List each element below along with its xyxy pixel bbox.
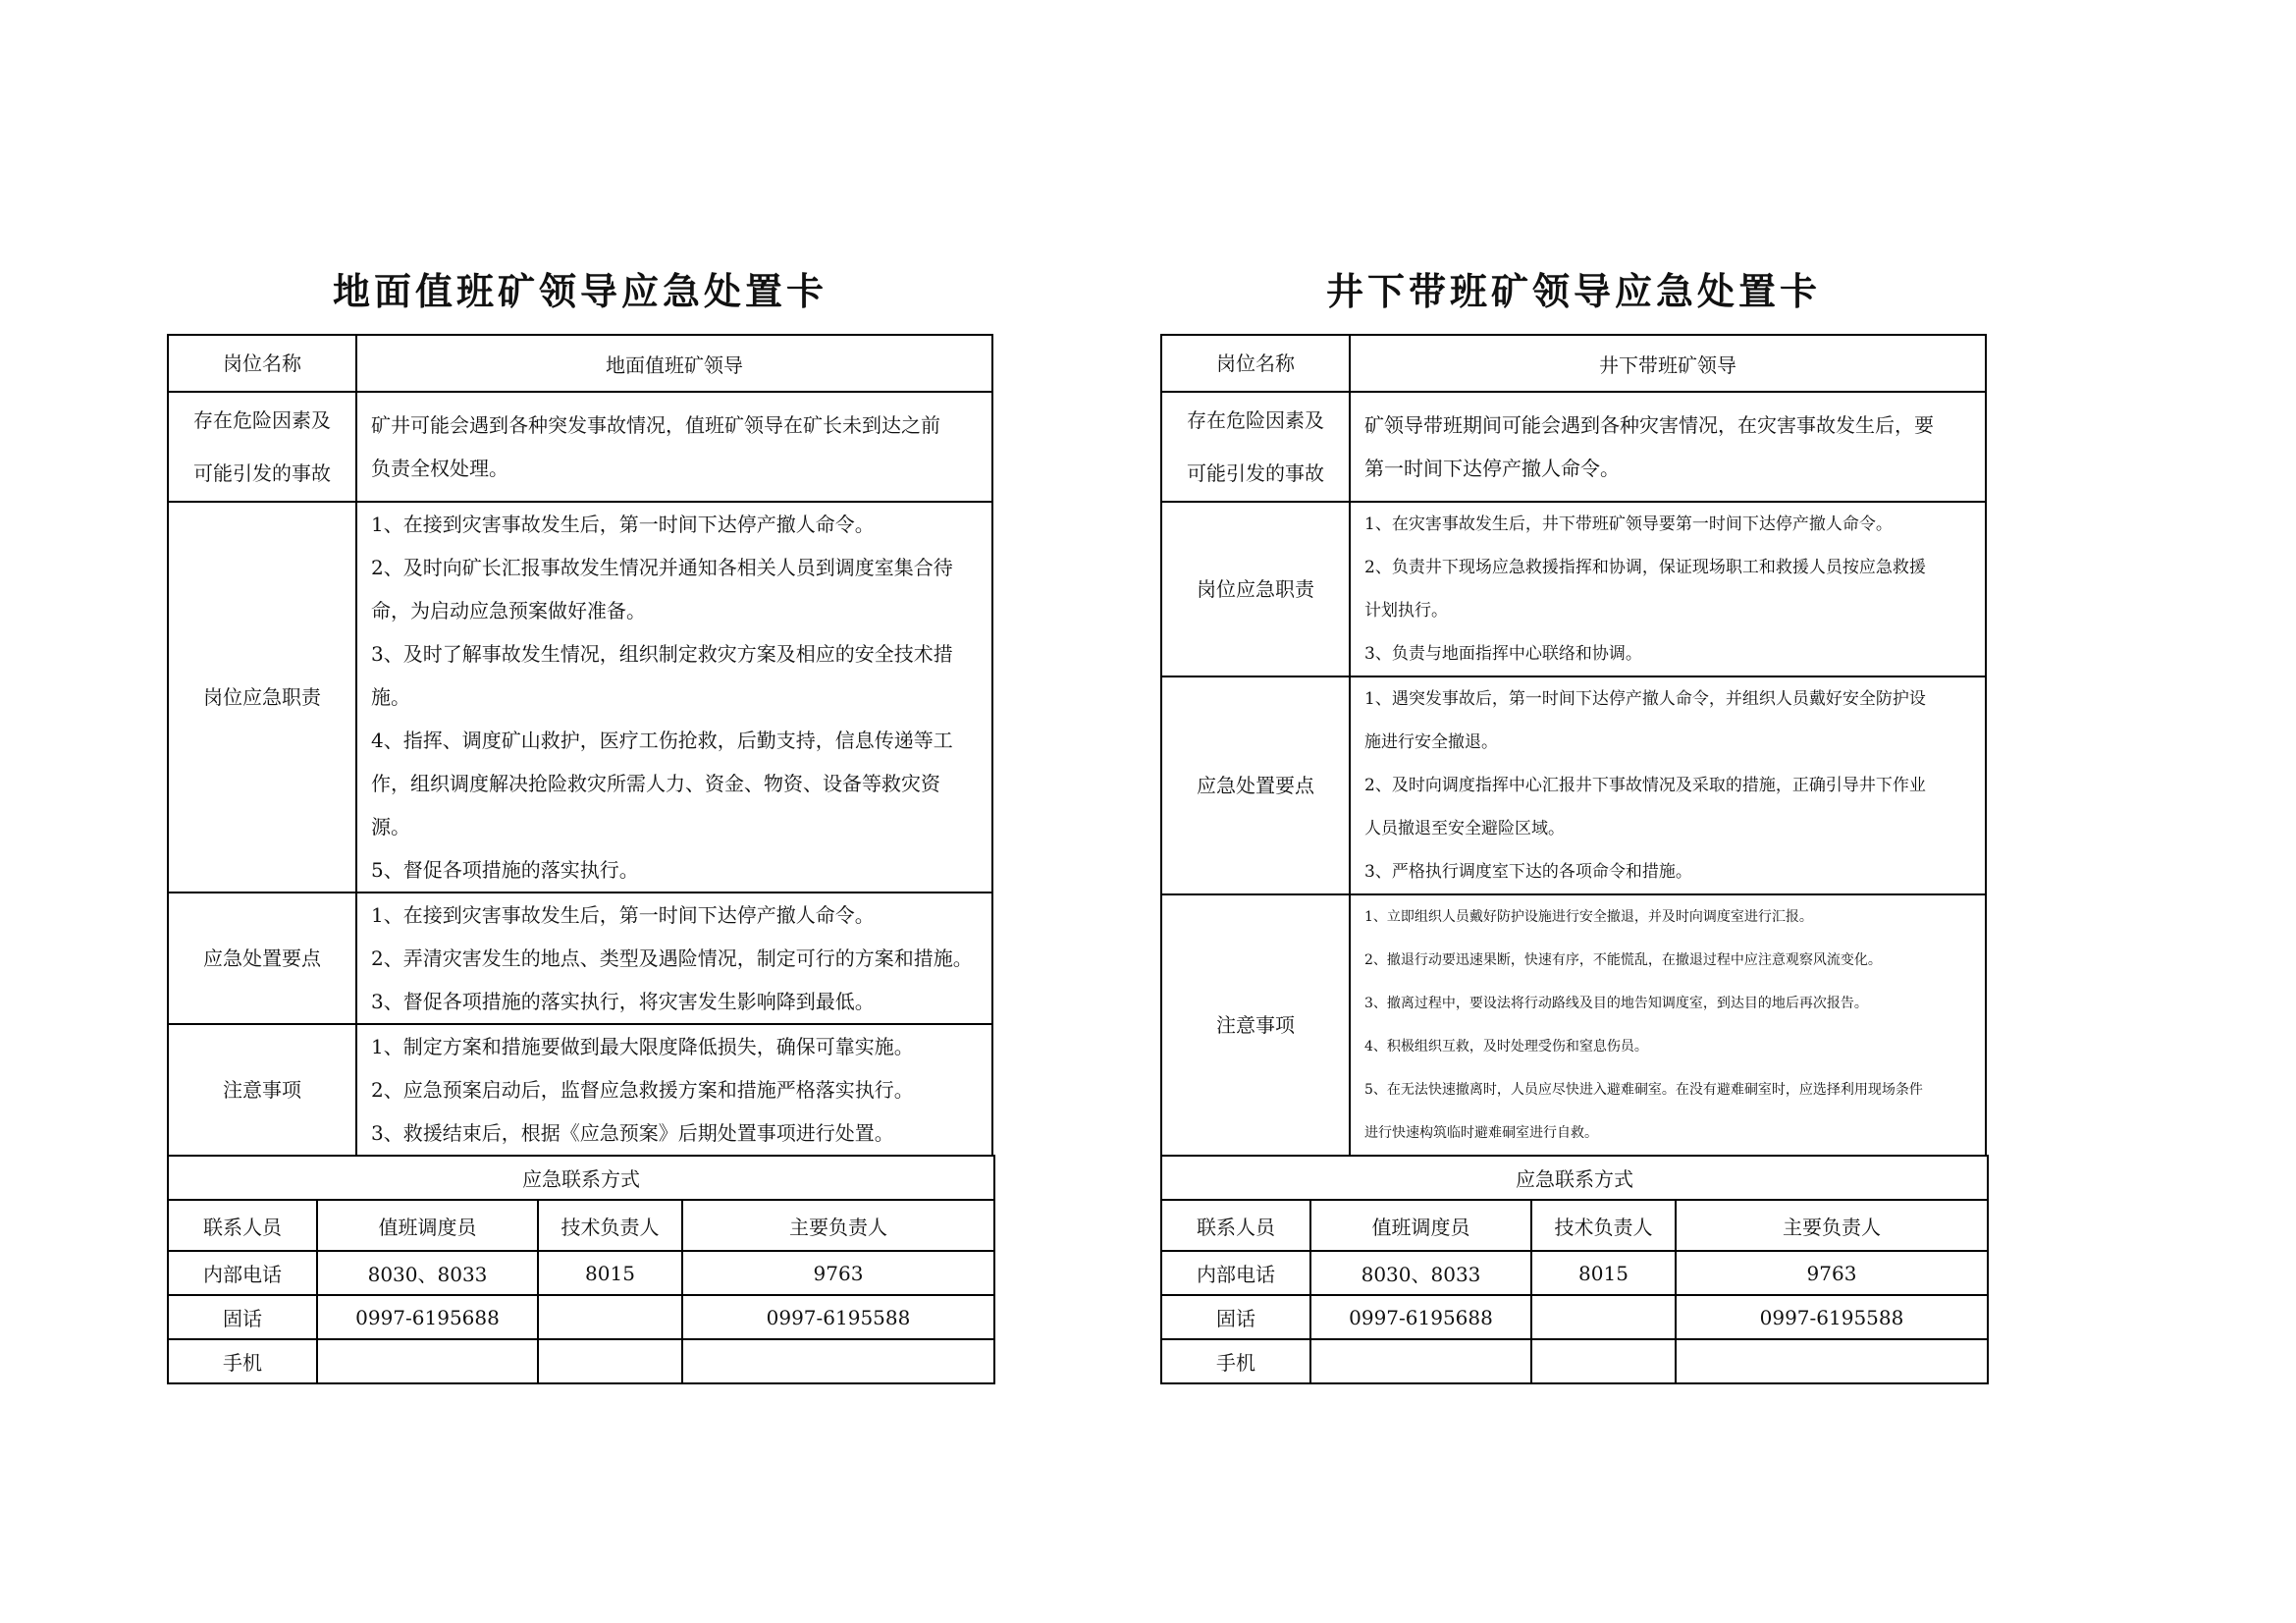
card-title: 井下带班矿领导应急处置卡 <box>1325 269 1821 313</box>
text-line: 进行快速构筑临时避难硐室进行自救。 <box>1364 1125 1598 1141</box>
notes-label: 注意事项 <box>1161 894 1350 1156</box>
text-line: 1、制定方案和措施要做到最大限度降低损失，确保可靠实施。 <box>371 1035 914 1058</box>
notes-text <box>1350 894 1986 1156</box>
card-surface-duty-leader <box>167 257 993 1384</box>
table-row <box>1161 1156 1988 1200</box>
table-row <box>168 1200 994 1251</box>
text-line: 1、立即组织人员戴好防护设施进行安全撤退，并及时向调度室进行汇报。 <box>1364 909 1813 925</box>
contact-header: 联系人员 <box>1161 1200 1310 1251</box>
contact-header: 技术负责人 <box>1531 1200 1676 1251</box>
hazard-text <box>1350 392 1986 502</box>
table-cell <box>682 1339 994 1383</box>
hazard-label-line: 存在危险因素及 <box>193 408 331 432</box>
text-line: 命，为启动应急预案做好准备。 <box>371 599 646 622</box>
contact-table <box>167 1155 995 1384</box>
table-row <box>168 1156 994 1200</box>
duty-label: 岗位应急职责 <box>1161 502 1350 676</box>
contact-header: 主要负责人 <box>1676 1200 1988 1251</box>
table-cell: 0997-6195588 <box>1676 1295 1988 1339</box>
text-line: 4、指挥、调度矿山救护，医疗工伤抢救，后勤支持，信息传递等工 <box>371 729 953 752</box>
text-line: 施。 <box>371 685 410 709</box>
table-cell: 内部电话 <box>168 1251 317 1295</box>
post-name-label: 岗位名称 <box>1161 335 1350 392</box>
table-cell: 0997-6195588 <box>682 1295 994 1339</box>
text-line: 源。 <box>371 815 410 839</box>
contact-header: 联系人员 <box>168 1200 317 1251</box>
text-line: 5、督促各项措施的落实执行。 <box>371 858 639 882</box>
table-cell: 0997-6195688 <box>1310 1295 1531 1339</box>
table-row <box>1161 894 1986 1156</box>
info-table <box>167 334 993 1157</box>
text-line: 3、严格执行调度室下达的各项命令和措施。 <box>1364 862 1692 882</box>
contact-header: 值班调度员 <box>1310 1200 1531 1251</box>
key-points-text <box>356 893 992 1024</box>
card-title: 地面值班矿领导应急处置卡 <box>332 269 828 313</box>
key-points-text <box>1350 676 1986 894</box>
text-line: 3、救援结束后，根据《应急预案》后期处置事项进行处置。 <box>371 1121 894 1145</box>
table-cell <box>1676 1339 1988 1383</box>
table-cell: 9763 <box>682 1251 994 1295</box>
table-cell: 8030、8033 <box>317 1251 538 1295</box>
text-line: 3、撤离过程中，要设法将行动路线及目的地告知调度室，到达目的地后再次报告。 <box>1364 996 1868 1011</box>
text-line: 作，组织调度解决抢险救灾所需人力、资金、物资、设备等救灾资 <box>371 772 940 795</box>
table-row <box>168 392 992 502</box>
post-name-value: 井下带班矿领导 <box>1350 335 1986 392</box>
text-line: 矿井可能会遇到各种突发事故情况，值班矿领导在矿长未到达之前 <box>371 413 940 437</box>
table-cell <box>538 1339 682 1383</box>
contact-title: 应急联系方式 <box>168 1156 994 1200</box>
text-line: 2、及时向调度指挥中心汇报井下事故情况及采取的措施，正确引导井下作业 <box>1364 776 1926 795</box>
table-row <box>1161 1200 1988 1251</box>
table-cell: 内部电话 <box>1161 1251 1310 1295</box>
text-line: 2、及时向矿长汇报事故发生情况并通知各相关人员到调度室集合待 <box>371 556 953 579</box>
table-cell <box>538 1295 682 1339</box>
contact-title: 应急联系方式 <box>1161 1156 1988 1200</box>
hazard-text <box>356 392 992 502</box>
table-row <box>168 502 992 893</box>
text-line: 3、负责与地面指挥中心联络和协调。 <box>1364 644 1642 664</box>
table-row <box>1161 676 1986 894</box>
contact-header: 技术负责人 <box>538 1200 682 1251</box>
table-row <box>168 1339 994 1383</box>
duty-text <box>356 502 992 893</box>
duty-text <box>1350 502 1986 676</box>
text-line: 2、弄清灾害发生的地点、类型及遇险情况，制定可行的方案和措施。 <box>371 947 973 970</box>
key-points-label: 应急处置要点 <box>1161 676 1350 894</box>
table-row <box>168 1295 994 1339</box>
text-line: 1、在接到灾害事故发生后，第一时间下达停产撤人命令。 <box>371 903 875 927</box>
table-cell <box>1531 1295 1676 1339</box>
text-line: 4、积极组织互救，及时处理受伤和窒息伤员。 <box>1364 1039 1648 1055</box>
contact-table <box>1160 1155 1989 1384</box>
table-cell: 8015 <box>538 1251 682 1295</box>
table-row <box>1161 502 1986 676</box>
text-line: 3、督促各项措施的落实执行，将灾害发生影响降到最低。 <box>371 990 875 1013</box>
table-cell: 0997-6195688 <box>317 1295 538 1339</box>
text-line: 施进行安全撤退。 <box>1364 732 1498 752</box>
table-row <box>168 1024 992 1156</box>
card-underground-shift-leader <box>1160 257 1987 1384</box>
text-line: 人员撤退至安全避险区域。 <box>1364 819 1565 839</box>
contact-header: 主要负责人 <box>682 1200 994 1251</box>
text-line: 2、撤退行动要迅速果断，快速有序，不能慌乱，在撤退过程中应注意观察风流变化。 <box>1364 952 1882 968</box>
text-line: 负责全权处理。 <box>371 457 508 480</box>
table-row <box>1161 335 1986 392</box>
text-line: 2、负责井下现场应急救援指挥和协调，保证现场职工和救援人员按应急救援 <box>1364 558 1926 577</box>
notes-text <box>356 1024 992 1156</box>
table-cell: 8015 <box>1531 1251 1676 1295</box>
text-line: 矿领导带班期间可能会遇到各种灾害情况，在灾害事故发生后，要 <box>1364 413 1934 437</box>
table-cell: 手机 <box>168 1339 317 1383</box>
table-row <box>168 1251 994 1295</box>
table-cell: 手机 <box>1161 1339 1310 1383</box>
notes-label: 注意事项 <box>168 1024 356 1156</box>
hazard-label-line: 可能引发的事故 <box>1187 461 1324 485</box>
key-points-label: 应急处置要点 <box>168 893 356 1024</box>
post-name-label: 岗位名称 <box>168 335 356 392</box>
table-row <box>168 335 992 392</box>
table-cell <box>1310 1339 1531 1383</box>
post-name-value: 地面值班矿领导 <box>356 335 992 392</box>
text-line: 1、在接到灾害事故发生后，第一时间下达停产撤人命令。 <box>371 513 875 536</box>
info-table <box>1160 334 1987 1157</box>
table-cell: 8030、8033 <box>1310 1251 1531 1295</box>
table-row <box>168 893 992 1024</box>
contact-header: 值班调度员 <box>317 1200 538 1251</box>
hazard-label-line: 可能引发的事故 <box>193 461 331 485</box>
duty-label: 岗位应急职责 <box>168 502 356 893</box>
table-cell <box>1531 1339 1676 1383</box>
hazard-label <box>1161 392 1350 502</box>
text-line: 5、在无法快速撤离时，人员应尽快进入避难硐室。在没有避难硐室时，应选择利用现场条件 <box>1364 1082 1923 1098</box>
table-cell: 固话 <box>1161 1295 1310 1339</box>
table-cell: 固话 <box>168 1295 317 1339</box>
table-row <box>1161 1251 1988 1295</box>
table-row <box>1161 1295 1988 1339</box>
text-line: 2、应急预案启动后，监督应急救援方案和措施严格落实执行。 <box>371 1078 914 1102</box>
table-cell: 9763 <box>1676 1251 1988 1295</box>
hazard-label <box>168 392 356 502</box>
text-line: 第一时间下达停产撤人命令。 <box>1364 457 1620 480</box>
table-row <box>1161 392 1986 502</box>
table-cell <box>317 1339 538 1383</box>
table-row <box>1161 1339 1988 1383</box>
text-line: 计划执行。 <box>1364 601 1448 621</box>
hazard-label-line: 存在危险因素及 <box>1187 408 1324 432</box>
text-line: 1、在灾害事故发生后，井下带班矿领导要第一时间下达停产撤人命令。 <box>1364 514 1893 534</box>
text-line: 1、遇突发事故后，第一时间下达停产撤人命令，并组织人员戴好安全防护设 <box>1364 689 1926 709</box>
text-line: 3、及时了解事故发生情况，组织制定救灾方案及相应的安全技术措 <box>371 642 953 666</box>
